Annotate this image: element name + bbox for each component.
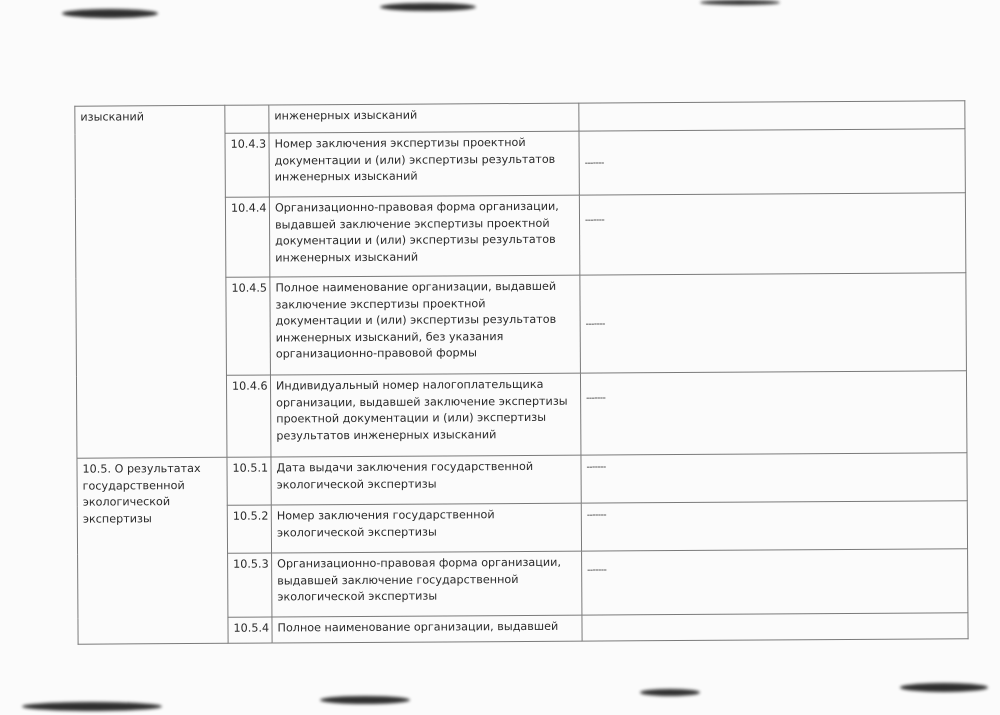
item-value: ------- <box>580 273 967 373</box>
item-value: ------- <box>579 193 965 275</box>
item-number: 10.4.3 <box>225 133 269 197</box>
item-number: 10.5.1 <box>227 457 271 505</box>
item-value <box>582 613 968 641</box>
item-number: 10.5.4 <box>228 617 272 643</box>
item-value: ------- <box>581 453 967 503</box>
document-table <box>74 100 968 644</box>
item-description: Полное наименование организации, выдавшей <box>272 615 582 643</box>
item-number: 10.4.6 <box>226 375 271 457</box>
item-description: Полное наименование организации, выдавшей заключение экспертизы проектной документации и (или) экспертизы результатов инженерных изысканий, без указания организационно-правовой формы <box>270 275 581 375</box>
item-number: 10.5.2 <box>227 505 271 553</box>
item-description: Номер заключения экспертизы проектной документации и (или) экспертизы результатов инженерных изысканий <box>269 131 579 197</box>
section-10-4-label: изысканий <box>75 105 227 458</box>
item-value: ------- <box>581 501 967 551</box>
item-description: Индивидуальный номер налогоплательщика организации, выдавшей заключение экспертизы проектной документации и (или) экспертизы результатов инженерных изысканий <box>270 373 580 457</box>
item-description: Дата выдачи заключения государственной экологической экспертизы <box>271 455 581 505</box>
item-value: ------- <box>582 549 968 615</box>
item-description: Номер заключения государственной экологической экспертизы <box>271 503 581 553</box>
item-value: ------- <box>580 371 966 455</box>
item-description: Организационно-правовая форма организации, выдавшей заключение экспертизы проектной документации и (или) экспертизы результатов инженерных изысканий <box>269 195 579 277</box>
item-number: 10.4.4 <box>225 197 269 277</box>
item-number: 10.5.3 <box>228 553 272 617</box>
item-description: Организационно-правовая форма организации, выдавшей заключение государственной экологической экспертизы <box>272 551 582 617</box>
item-description: инженерных изысканий <box>269 103 579 133</box>
table-row <box>77 453 967 506</box>
item-value <box>579 101 965 131</box>
item-number <box>225 105 269 133</box>
item-number: 10.4.5 <box>226 277 271 375</box>
item-value: ------- <box>579 129 965 195</box>
section-10-5-label: 10.5. О результатах государственной экологической экспертизы <box>77 457 228 644</box>
